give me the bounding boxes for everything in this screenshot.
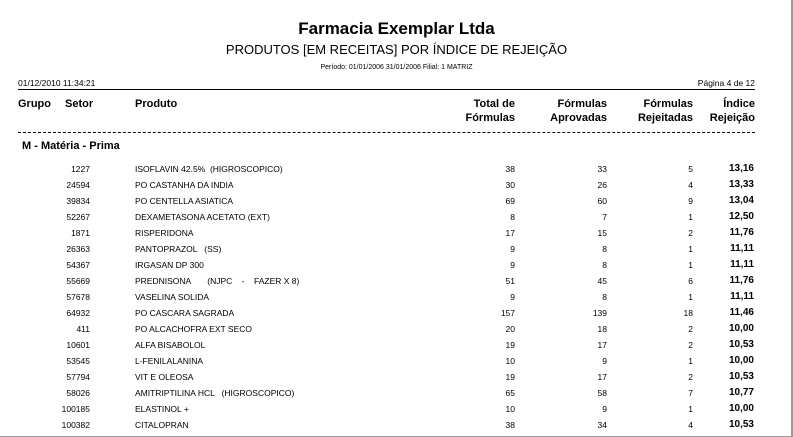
table-row bbox=[0, 180, 793, 196]
rejection-index: 10,77 bbox=[728, 387, 754, 398]
product-code: 53545 bbox=[66, 356, 90, 366]
product-code: 57794 bbox=[66, 372, 90, 382]
table-row bbox=[0, 388, 793, 404]
col-indice-line2: Rejeição bbox=[709, 112, 755, 124]
page-indicator: Página 4 de 12 bbox=[697, 78, 755, 88]
product-name: ISOFLAVIN 42.5% (HIGROSCOPICO) bbox=[135, 164, 283, 174]
product-name: VASELINA SOLIDA bbox=[135, 292, 210, 302]
table-row bbox=[0, 372, 793, 388]
table-row bbox=[0, 404, 793, 420]
total-formulas: 157 bbox=[500, 308, 515, 318]
report-datetime: 01/12/2010 11:34:21 bbox=[18, 78, 96, 88]
col-grupo: Grupo bbox=[18, 98, 51, 110]
rejected-formulas: 2 bbox=[688, 324, 693, 334]
table-row bbox=[0, 260, 793, 276]
table-row bbox=[0, 228, 793, 244]
col-total-line2: Fórmulas bbox=[465, 112, 515, 124]
total-formulas: 10 bbox=[505, 356, 515, 366]
rejected-formulas: 7 bbox=[688, 388, 693, 398]
col-rejeitadas-line1: Fórmulas bbox=[643, 98, 693, 110]
table-row bbox=[0, 244, 793, 260]
total-formulas: 51 bbox=[505, 276, 515, 286]
rejection-index: 13,33 bbox=[728, 179, 754, 190]
total-formulas: 9 bbox=[510, 292, 515, 302]
product-name: RISPERIDONA bbox=[135, 228, 194, 238]
col-setor: Setor bbox=[65, 98, 94, 110]
product-name: ELASTINOL + bbox=[135, 404, 189, 414]
product-name: CITALOPRAN bbox=[135, 420, 189, 430]
total-formulas: 10 bbox=[505, 404, 515, 414]
product-code: 64932 bbox=[66, 308, 90, 318]
total-formulas: 9 bbox=[510, 260, 515, 270]
col-aprovadas bbox=[550, 97, 607, 125]
col-rejeitadas-line2: Rejeitadas bbox=[637, 112, 693, 124]
product-name: ALFA BISABOLOL bbox=[135, 340, 206, 350]
approved-formulas: 139 bbox=[592, 308, 607, 318]
product-code: 1871 bbox=[71, 228, 90, 238]
total-formulas: 38 bbox=[505, 164, 515, 174]
rejected-formulas: 4 bbox=[688, 180, 693, 190]
rejected-formulas: 18 bbox=[683, 308, 693, 318]
approved-formulas: 45 bbox=[597, 276, 607, 286]
table-row bbox=[0, 420, 793, 436]
approved-formulas: 7 bbox=[602, 212, 607, 222]
table-row bbox=[0, 276, 793, 292]
col-total-line1: Total de bbox=[473, 98, 515, 110]
rejected-formulas: 9 bbox=[688, 196, 693, 206]
approved-formulas: 8 bbox=[602, 292, 607, 302]
rejected-formulas: 1 bbox=[688, 260, 693, 270]
product-code: 57678 bbox=[66, 292, 90, 302]
rejection-index: 13,16 bbox=[728, 163, 754, 174]
product-code: 58026 bbox=[66, 388, 90, 398]
col-produto: Produto bbox=[135, 98, 178, 110]
approved-formulas: 8 bbox=[602, 260, 607, 270]
product-code: 54367 bbox=[66, 260, 90, 270]
group-heading: M - Matéria - Prima bbox=[22, 140, 120, 152]
product-code: 100185 bbox=[61, 404, 90, 414]
rejected-formulas: 5 bbox=[688, 164, 693, 174]
product-code: 24594 bbox=[66, 180, 90, 190]
col-total bbox=[465, 97, 515, 125]
rejected-formulas: 1 bbox=[688, 212, 693, 222]
total-formulas: 30 bbox=[505, 180, 515, 190]
table-row bbox=[0, 356, 793, 372]
approved-formulas: 9 bbox=[602, 356, 607, 366]
rejection-index: 11,76 bbox=[729, 275, 754, 286]
product-name: PO CENTELLA ASIATICA bbox=[135, 196, 234, 206]
product-code: 10601 bbox=[66, 340, 90, 350]
product-code: 55669 bbox=[66, 276, 90, 286]
table-row bbox=[0, 196, 793, 212]
product-name: PO ALCACHOFRA EXT SECO bbox=[135, 324, 252, 334]
report-title: PRODUTOS [EM RECEITAS] POR ÍNDICE DE REJEIÇÃO bbox=[225, 42, 568, 57]
rejected-formulas: 1 bbox=[688, 356, 693, 366]
rejection-index: 13,04 bbox=[728, 195, 754, 206]
header-top-rule bbox=[18, 89, 755, 90]
approved-formulas: 8 bbox=[602, 244, 607, 254]
approved-formulas: 60 bbox=[597, 196, 607, 206]
product-code: 52267 bbox=[66, 212, 90, 222]
product-name: PO CASCARA SAGRADA bbox=[135, 308, 235, 318]
rejection-index: 11,46 bbox=[729, 307, 754, 318]
approved-formulas: 17 bbox=[597, 340, 607, 350]
product-name: DEXAMETASONA ACETATO (EXT) bbox=[135, 212, 270, 222]
approved-formulas: 33 bbox=[597, 164, 607, 174]
product-code: 1227 bbox=[71, 164, 90, 174]
col-aprovadas-line2: Aprovadas bbox=[550, 112, 607, 124]
product-code: 26363 bbox=[66, 244, 90, 254]
table-row bbox=[0, 308, 793, 324]
product-code: 39834 bbox=[66, 196, 90, 206]
approved-formulas: 58 bbox=[597, 388, 607, 398]
approved-formulas: 34 bbox=[597, 420, 607, 430]
rejected-formulas: 2 bbox=[688, 340, 693, 350]
product-name: PO CASTANHA DA INDIA bbox=[135, 180, 234, 190]
total-formulas: 20 bbox=[505, 324, 515, 334]
product-code: 411 bbox=[76, 324, 90, 334]
rejected-formulas: 2 bbox=[688, 372, 693, 382]
rejected-formulas: 1 bbox=[688, 244, 693, 254]
table-row bbox=[0, 212, 793, 228]
total-formulas: 9 bbox=[510, 244, 515, 254]
rejection-index: 11,11 bbox=[730, 291, 754, 302]
rejected-formulas: 4 bbox=[688, 420, 693, 430]
total-formulas: 8 bbox=[510, 212, 515, 222]
rejection-index: 10,53 bbox=[728, 419, 754, 430]
table-row bbox=[0, 164, 793, 180]
rejected-formulas: 1 bbox=[688, 292, 693, 302]
approved-formulas: 26 bbox=[597, 180, 607, 190]
product-name: PANTOPRAZOL (SS) bbox=[135, 244, 222, 254]
col-indice bbox=[710, 97, 755, 125]
total-formulas: 19 bbox=[505, 340, 515, 350]
rejected-formulas: 2 bbox=[688, 228, 693, 238]
total-formulas: 19 bbox=[505, 372, 515, 382]
rejection-index: 10,53 bbox=[728, 371, 754, 382]
rejected-formulas: 1 bbox=[688, 404, 693, 414]
product-name: AMITRIPTILINA HCL (HIGROSCOPICO) bbox=[135, 388, 295, 398]
rejection-index: 10,00 bbox=[728, 323, 754, 334]
rejection-index: 12,50 bbox=[728, 211, 754, 222]
product-name: VIT E OLEOSA bbox=[135, 372, 194, 382]
col-indice-line1: Índice bbox=[723, 98, 755, 110]
col-rejeitadas bbox=[638, 97, 693, 125]
approved-formulas: 15 bbox=[597, 228, 607, 238]
total-formulas: 38 bbox=[505, 420, 515, 430]
header-bottom-rule bbox=[18, 132, 755, 133]
col-aprovadas-line1: Fórmulas bbox=[557, 98, 607, 110]
approved-formulas: 17 bbox=[597, 372, 607, 382]
rejection-index: 10,53 bbox=[728, 339, 754, 350]
company-title: Farmacia Exemplar Ltda bbox=[298, 19, 495, 38]
rejection-index: 11,76 bbox=[729, 227, 754, 238]
table-row bbox=[0, 324, 793, 340]
rejected-formulas: 6 bbox=[688, 276, 693, 286]
rejection-index: 11,11 bbox=[730, 243, 754, 254]
total-formulas: 69 bbox=[505, 196, 515, 206]
rejection-index: 10,00 bbox=[728, 355, 754, 366]
period-filter: Período: 01/01/2006 31/01/2006 Filial: 1 MATRIZ bbox=[320, 64, 473, 71]
rejection-index: 10,00 bbox=[728, 403, 754, 414]
table-row bbox=[0, 340, 793, 356]
total-formulas: 17 bbox=[505, 228, 515, 238]
approved-formulas: 18 bbox=[597, 324, 607, 334]
product-name: PREDNISONA (NJPC - FAZER X 8) bbox=[135, 276, 300, 286]
rejection-index: 11,11 bbox=[730, 259, 754, 270]
product-code: 100382 bbox=[61, 420, 90, 430]
product-name: IRGASAN DP 300 bbox=[135, 260, 204, 270]
approved-formulas: 9 bbox=[602, 404, 607, 414]
table-row bbox=[0, 292, 793, 308]
total-formulas: 65 bbox=[505, 388, 515, 398]
product-name: L-FENILALANINA bbox=[135, 356, 204, 366]
